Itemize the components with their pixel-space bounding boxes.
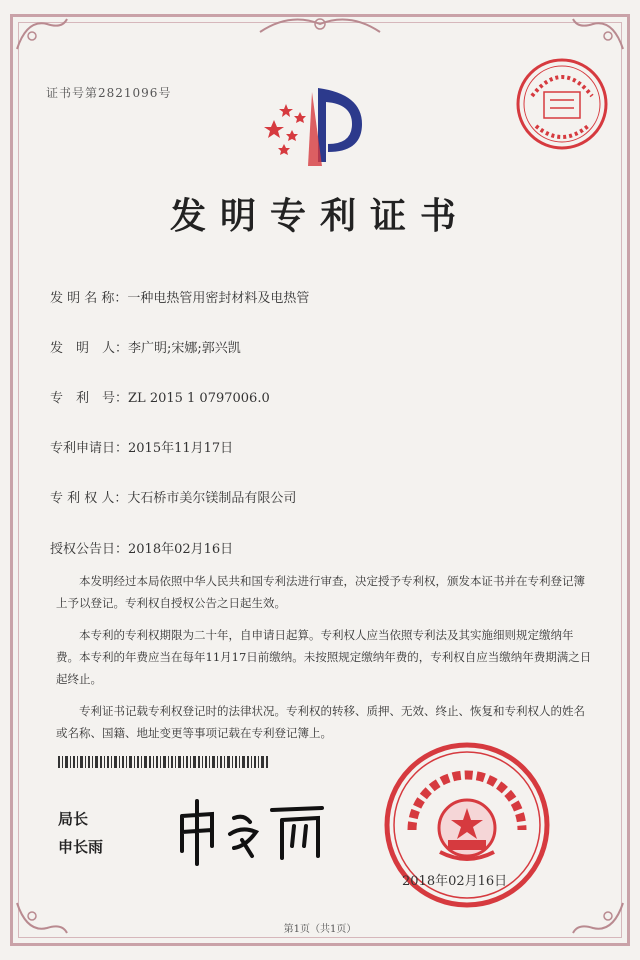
announcement-date-label: 授权公告日： bbox=[50, 542, 129, 557]
invention-name-value: 一种电热管用密封材料及电热管 bbox=[127, 291, 310, 306]
agency-seal-icon bbox=[514, 56, 610, 152]
corner-ornament-icon bbox=[568, 14, 628, 54]
page-number: 第1页（共1页） bbox=[283, 924, 357, 935]
announcement-date-field bbox=[50, 538, 233, 557]
certificate-number: 证书号第2821096号 bbox=[46, 86, 172, 100]
barcode-icon bbox=[58, 756, 268, 768]
body-paragraph: 专利证书记载专利权登记时的法律状况。专利权的转移、质押、无效、终止、恢复和专利权人的姓名或名称、国籍、地址变更等事项记载在专利登记簿上。 bbox=[56, 704, 585, 740]
inventors-value: 李广明;宋娜;郭兴凯 bbox=[128, 341, 241, 356]
corner-ornament-icon bbox=[12, 14, 72, 54]
top-ornament-icon bbox=[250, 12, 390, 36]
patent-office-emblem-icon bbox=[262, 82, 374, 168]
patent-number-value: ZL 2015 1 0797006.0 bbox=[128, 391, 270, 406]
patent-number-label: 专 利 号： bbox=[50, 391, 129, 406]
certificate-body bbox=[56, 570, 596, 754]
invention-name-label: 发 明 名 称： bbox=[50, 291, 128, 306]
director-name: 申长雨 bbox=[58, 838, 104, 856]
patentee-field bbox=[50, 487, 296, 506]
announcement-date-value: 2018年02月16日 bbox=[128, 542, 234, 557]
patentee-label: 专 利 权 人： bbox=[50, 491, 128, 506]
patent-number-field bbox=[50, 387, 270, 406]
filing-date-label: 专利申请日： bbox=[50, 441, 129, 456]
body-paragraph: 本专利的专利权期限为二十年，自申请日起算。专利权人应当依照专利法及其实施细则规定缴纳年费。本专利的年费应当在每年11月17日前缴纳。未按照规定缴纳年费的，专利权自应当缴纳年费期满之日起终止。 bbox=[56, 628, 592, 686]
filing-date-value: 2015年11月17日 bbox=[128, 441, 234, 456]
body-paragraph: 本发明经过本局依照中华人民共和国专利法进行审查，决定授予专利权，颁发本证书并在专利登记簿上予以登记。专利权自授权公告之日起生效。 bbox=[56, 574, 585, 610]
director-signature-icon bbox=[172, 796, 332, 866]
filing-date-field bbox=[50, 437, 233, 456]
certificate-title: 发明专利证书 bbox=[169, 195, 470, 237]
seal-date: 2018年02月16日 bbox=[402, 874, 508, 889]
inventors-field bbox=[50, 337, 241, 356]
patentee-value: 大石桥市美尔镁制品有限公司 bbox=[127, 491, 297, 506]
inventors-label: 发 明 人： bbox=[50, 341, 129, 356]
invention-name-field bbox=[50, 287, 309, 306]
director-title: 局长 bbox=[58, 810, 89, 828]
